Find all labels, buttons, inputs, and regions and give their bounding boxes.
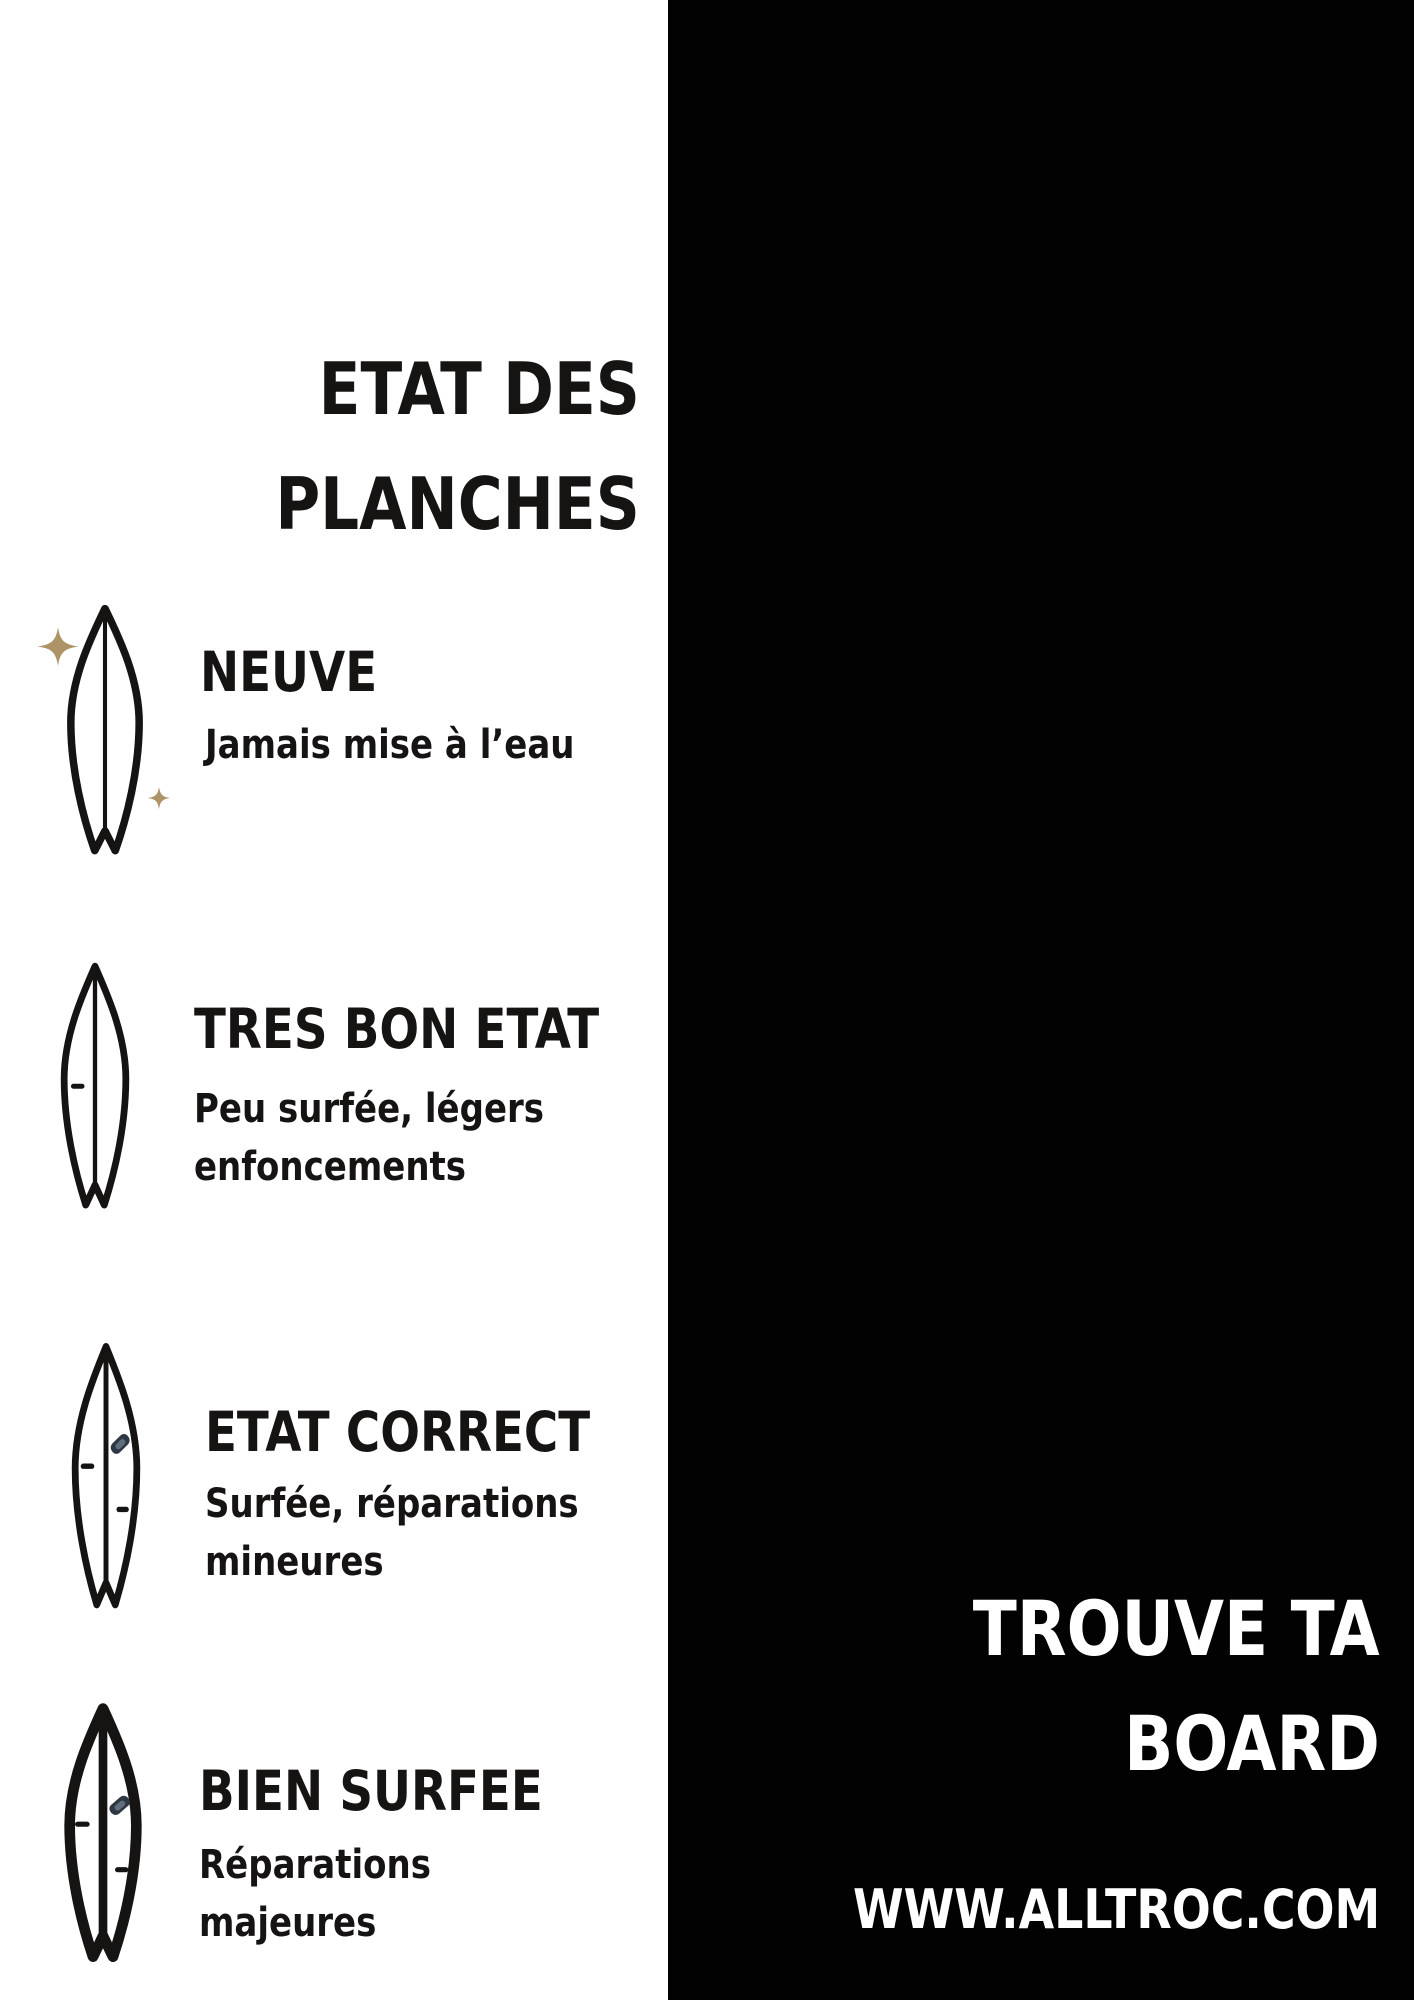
condition-label-text: NEUVE [200,640,378,704]
title-line1: ETAT DES [318,347,640,431]
condition-label [200,640,408,704]
condition-section-tres-bon-etat [0,958,668,1338]
tagline [901,1571,1380,1801]
condition-label-text: BIEN SURFEE [199,1759,543,1823]
title-line2: PLANCHES [275,462,640,546]
tagline-line2: BOARD [1124,1699,1380,1788]
condition-label [194,997,671,1061]
condition-description [199,1836,669,1952]
ding-mark [71,1084,85,1089]
condition-description [205,1475,675,1591]
condition-section-etat-correct [0,1338,668,1700]
sparkle-icon [147,786,171,810]
brand-panel [668,0,1414,2000]
condition-description-text: Peu surfée, légers enfoncements [194,1086,545,1190]
ding-mark [75,1822,90,1827]
condition-description-text: Jamais mise à l’eau [205,722,575,768]
condition-section-bien-surfee [0,1700,668,2000]
ding-mark [115,1867,128,1872]
condition-description [194,1080,664,1196]
condition-label [205,1400,658,1464]
condition-label-text: TRES BON ETAT [194,997,600,1061]
surfboard-major-repairs-icon [63,1702,143,1962]
condition-label [199,1759,603,1823]
condition-label-text: ETAT CORRECT [205,1400,591,1464]
surfboard-new-icon [64,602,146,856]
surfboard-light-dings-icon [58,960,132,1210]
condition-section-neuve [0,600,668,960]
ding-mark [116,1507,128,1512]
condition-description [205,716,675,774]
website-url[interactable] [760,1878,1380,1941]
page-title [0,332,640,562]
condition-description-text: Réparations majeures [199,1842,431,1946]
website-url-text: WWW.ALLTROC.COM [852,1878,1380,1941]
ding-mark [81,1464,95,1469]
tagline-line1: TROUVE TA [973,1584,1380,1673]
condition-description-text: Surfée, réparations mineures [205,1481,579,1585]
surfboard-minor-repairs-icon [69,1340,143,1610]
